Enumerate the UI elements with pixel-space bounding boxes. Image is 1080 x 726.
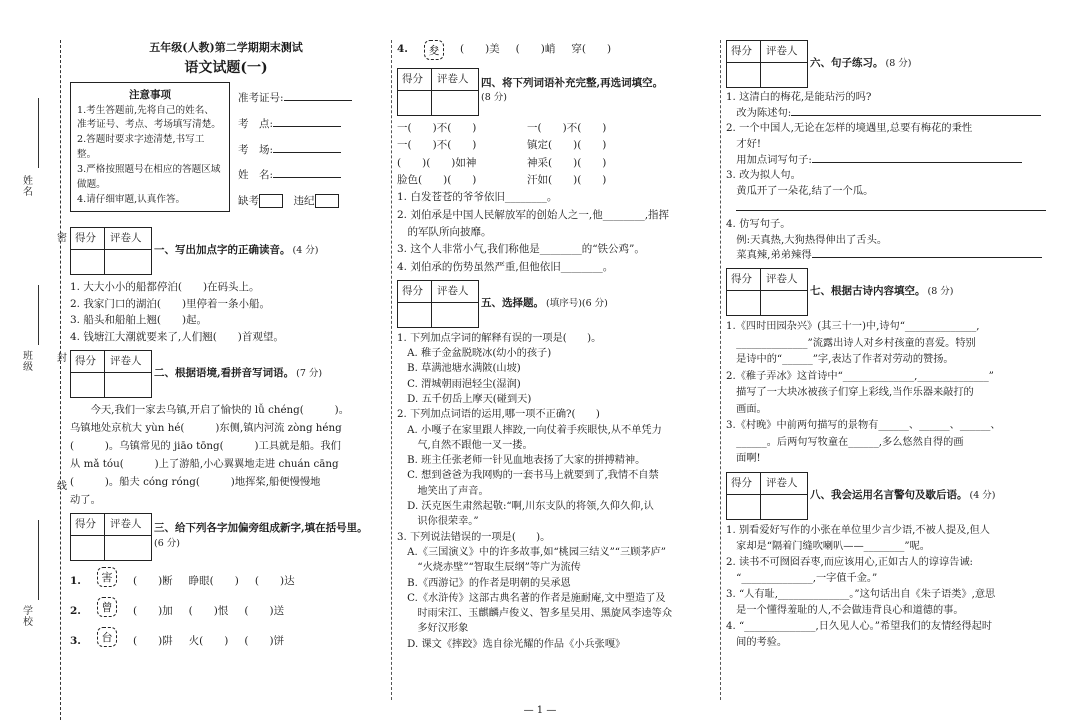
score-box[interactable]: 得分 评卷人 bbox=[70, 513, 152, 561]
notes-item: 2.答题时要求字迹清楚,书写工整。 bbox=[77, 134, 205, 161]
section-7-title: 七、根据古诗内容填空。 bbox=[810, 285, 926, 298]
list-item: 3. 这个人非常小气,我们称他是________的“铁公鸡”。 bbox=[397, 243, 645, 256]
violation-checkbox[interactable] bbox=[315, 194, 339, 208]
base-char: 夋 bbox=[424, 40, 444, 60]
score-box[interactable]: 得分 评卷人 bbox=[726, 40, 808, 88]
section-3-header bbox=[70, 513, 382, 561]
absent-checkbox[interactable] bbox=[259, 194, 283, 208]
notes-item: 4.请仔细审题,认真作答。 bbox=[77, 193, 186, 205]
score-box[interactable]: 得分 评卷人 bbox=[70, 227, 152, 275]
section-2-points: (7 分) bbox=[296, 368, 323, 380]
candidate-info bbox=[238, 82, 352, 215]
section-4-title: 四、将下列词语补充完整,再选词填空。 bbox=[481, 77, 664, 89]
absent-label: 缺考 bbox=[238, 195, 259, 208]
section-4-header bbox=[397, 68, 715, 116]
section-1-items bbox=[70, 279, 382, 346]
column-1 bbox=[70, 40, 382, 657]
section-1-points: (4 分) bbox=[292, 244, 319, 256]
passage-line: ( )。乌镇常见的 jiāo tōng( )工具就是船。我们 bbox=[70, 440, 341, 453]
score-box[interactable]: 得分 评卷人 bbox=[726, 472, 808, 520]
exam-title: 语文试题(一) bbox=[184, 59, 268, 76]
section-5-title: 五、选择题。 bbox=[481, 297, 544, 310]
section-8-items: 1. 别看爱好写作的小张在单位里少言少语,不被人提及,但人 家却是“隔着门缝吹喇叭——________”呢。 2. 读书不可囫囵吞枣,而应该用心,正如古人的谆谆告诫: “______________,一字值千金。” 3. “人有耻,______________。”这句话出自《朱子语类》,意思 是一个懂得羞耻的人,不会做违背良心和道德的事。 4. “______________,日久见人心。”希望我们的友情经得起时 间的考验。 bbox=[726, 524, 996, 649]
section-6-points: (8 分) bbox=[885, 58, 912, 70]
list-item: 2. 刘伯承是中国人民解放军的创始人之一,他________,指挥 bbox=[397, 208, 670, 221]
page-number: — 1 — bbox=[523, 705, 557, 716]
section-3-rows: 1. 害 ( )断 睁眼( ) ( )达 2. 曾 ( )加 ( )恨 ( )送 3. 台 ( )阱 火( ) ( )饼 bbox=[70, 567, 382, 657]
binding-dashed-line bbox=[60, 40, 61, 720]
list-item: 的军队所向披靡。 bbox=[397, 225, 492, 238]
section-3-title: 三、给下列各字加偏旁组成新字,填在括号里。 bbox=[154, 522, 368, 535]
score-box[interactable]: 得分 评卷人 bbox=[397, 280, 479, 328]
list-item: 4. 钱塘江大潮就要来了,人们翘( )首观望。 bbox=[70, 331, 284, 344]
list-item: 3. 船头和船舶上翘( )起。 bbox=[70, 314, 208, 327]
section-3-points: (6 分) bbox=[154, 538, 180, 550]
section-2-passage bbox=[70, 401, 382, 509]
name-line bbox=[38, 98, 39, 168]
column-divider bbox=[720, 40, 721, 700]
exam-subtitle: 五年级(人教)第二学期期末测试 bbox=[149, 41, 303, 54]
class-line bbox=[38, 285, 39, 345]
passage-line: 今天,我们一家去乌镇,开启了愉快的 lǚ chéng( )。 bbox=[70, 404, 350, 417]
binding-name-label: 姓名 bbox=[20, 175, 32, 197]
section-8-title: 八、我会运用名言警句及歇后语。 bbox=[810, 489, 968, 502]
section-5-header bbox=[397, 280, 715, 328]
school-line bbox=[38, 520, 39, 600]
binding-school-label: 学校 bbox=[20, 605, 32, 627]
list-item: 2. 我家门口的湖泊( )里停着一条小船。 bbox=[70, 297, 271, 310]
section-8-points: (4 分) bbox=[969, 489, 996, 501]
score-box[interactable]: 得分 评卷人 bbox=[397, 68, 479, 116]
venue-label: 考 点: bbox=[238, 117, 274, 130]
section-5-points: (填序号)(6 分) bbox=[546, 297, 608, 309]
base-char: 台 bbox=[97, 627, 117, 647]
passage-line: 动了。 bbox=[70, 494, 101, 507]
section-1-title: 一、写出加点字的正确读音。 bbox=[154, 244, 291, 257]
column-divider bbox=[391, 40, 392, 700]
score-box[interactable]: 得分 评卷人 bbox=[70, 350, 152, 398]
binding-strip bbox=[0, 0, 66, 726]
section-4-points: (8 分) bbox=[481, 92, 507, 104]
score-box[interactable]: 得分 评卷人 bbox=[726, 268, 808, 316]
room-label: 考 场: bbox=[238, 143, 274, 156]
list-item: 1. 白发苍苍的爷爷依旧________。 bbox=[397, 191, 558, 204]
section-6-items: 1. 这清白的梅花,是能玷污的吗? 改为陈述句: 2. 一个中国人,无论在怎样的境遇里,总要有梅花的秉性 才好! 用加点词写句子: 3. 改为拟人句。 黄瓜开了一朵花,结了一个瓜。 4. 仿写句子。 例:天真热,大狗热得伸出了舌头。 菜真辣,弟弟辣得 bbox=[726, 90, 1050, 264]
notes-title: 注意事项 bbox=[129, 89, 171, 102]
seal-char-2: 封 bbox=[54, 352, 66, 363]
passage-line: 乌镇地处京杭大 yùn hé( )东侧,镇内河流 zòng héng bbox=[70, 422, 342, 435]
base-char: 曾 bbox=[97, 597, 117, 617]
section-4-grid: 一( )不( ) 一( )不( ) 一( )不( ) 镇定( )( ) ( )( )如神 神采( )( ) 脸色( )( ) 汗如( )( ) 1. 白发苍苍的爷爷依旧________。 2. 刘伯承是中国人民解放军的创始人之一,他________,指挥 的军队所向披靡。 3. 这个人非常小气,我们称他是________的“铁公鸡”。 4. 刘伯承的伤势虽然严重,但他依旧________。 bbox=[397, 120, 715, 276]
seal-char-3: 线 bbox=[54, 480, 66, 491]
seal-char-1: 密 bbox=[54, 232, 66, 243]
column-3 bbox=[726, 40, 1050, 652]
ticket-field[interactable] bbox=[284, 100, 352, 101]
passage-line: ( )。船夫 cóng róng( )地挥桨,船便慢慢地 bbox=[70, 476, 321, 489]
notes-item: 1.考生答题前,先将自己的姓名、准考证号、考点、考场填写清楚。 bbox=[77, 104, 221, 131]
list-item: 4. 刘伯承的伤势虽然严重,但他依旧________。 bbox=[397, 260, 614, 273]
section-8-header bbox=[726, 472, 1050, 520]
section-7-header bbox=[726, 268, 1050, 316]
list-item: 1. 大大小小的船都停泊( )在码头上。 bbox=[70, 280, 260, 293]
violation-label: 违纪 bbox=[293, 195, 315, 208]
section-1-header bbox=[70, 227, 382, 275]
base-char: 害 bbox=[97, 567, 117, 587]
ticket-label: 准考证号: bbox=[238, 92, 284, 105]
room-field[interactable] bbox=[273, 152, 341, 153]
section-2-title: 二、根据语境,看拼音写词语。 bbox=[154, 367, 295, 380]
section-7-points: (8 分) bbox=[927, 286, 954, 298]
binding-class-label: 班级 bbox=[20, 350, 32, 372]
name-field[interactable] bbox=[273, 177, 341, 178]
section-7-items: 1.《四时田园杂兴》(其三十一)中,诗句“______________, ______________”流露出诗人对乡村孩童的喜爱。特别 是诗中的“______”字,表达了作者对劳动的赞扬。 2.《稚子弄冰》这首诗中“______________,______________” 描写了一大块冰被孩子们穿上彩线,当作乐器来敲打的 画面。 3.《村晚》中前两句描写的景物有______、______、______、 ______。后两句写牧童在______,多么悠然自得的画 面啊! bbox=[726, 321, 1001, 465]
notes-box bbox=[70, 82, 230, 212]
section-6-title: 六、句子练习。 bbox=[810, 57, 884, 70]
section-3-row-4: 4. 夋 ( )美 ( )峭 穿( ) bbox=[397, 40, 715, 60]
venue-field[interactable] bbox=[273, 126, 341, 127]
name-label: 姓 名: bbox=[238, 169, 274, 182]
notes-item: 3.严格按照题号在相应的答题区域做题。 bbox=[77, 163, 221, 190]
section-2-header bbox=[70, 350, 382, 398]
column-2 bbox=[397, 40, 715, 652]
section-6-header bbox=[726, 40, 1050, 88]
passage-line: 从 mǎ tóu( )上了游船,小心翼翼地走进 chuán cāng bbox=[70, 458, 339, 471]
section-5-items: 1. 下列加点字词的解释有误的一项是( )。 A. 稚子金盆脱晓冰(幼小的孩子) B. 草满池塘水满陂(山坡) C. 渭城朝雨浥轻尘(湿润) D. 五千仞岳上摩天(碰到天) 2. 下列加点词语的运用,哪一项不正确?( ) A. 小嘎子在家里跟人摔跤,一向仗着手疾眼快,从不单凭力 气,自然不跟他一叉一搂。 B. 班主任张老师一针见血地表扬了大家的拼搏精神。 C. 想到爸爸为我网购的一套书马上就要到了,我情不自禁 地笑出了声音。 D. 沃克医生肃然起敬:“啊,川东支队的将领,久仰久仰,认 识你很荣幸。” 3. 下列说法错误的一项是( )。 A.《三国演义》中的许多故事,如“桃园三结义”“三顾茅庐” “火烧赤壁”“智取生辰纲”等广为流传 B.《西游记》的作者是明朝的吴承恩 C.《水浒传》这部古典名著的作者是施耐庵,文中塑造了及 时雨宋江、玉麒麟卢俊义、智多星吴用、黑旋风李逵等众 多好汉形象 D. 课文《摔跤》选自徐光耀的作品《小兵张嘎》 bbox=[397, 332, 673, 650]
